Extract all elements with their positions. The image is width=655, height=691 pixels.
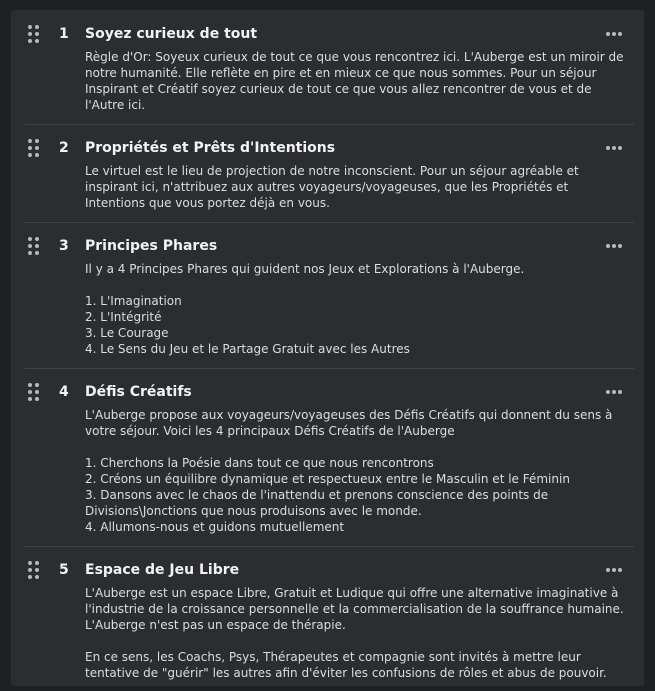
rule-description: L'Auberge propose aux voyageurs/voyageuses des Défis Créatifs qui donnent du sens à votre séjour. Voici les 4 principaux Défis Créatifs de l'Auberge 1. Cherchons la Poésie dans tout ce que nous rencontrons 2. Créons un équilibre dynamique et respectueux entre le Masculin et le Féminin 3. Dansons avec le chaos de l'inattendu et prenons conscience des points de Divisions\Jonctions que nous produisons avec le monde. 4. Allumons-nous et guidons mutuellement [85, 408, 613, 534]
rule-number: 2 [59, 140, 69, 156]
rule-item-1 [25, 10, 634, 125]
rule-description: L'Auberge est un espace Libre, Gratuit et Ludique qui offre une alternative imaginative à l'industrie de la croissance personnelle et la commercialisation de la souffrance humaine. L'Auberge n'est pas un espace de thérapie. En ce sens, les Coachs, Psys, Thérapeutes et compagnie sont invités à mettre leur tentative de "guérir" les autres afin d'éviter les confusions de rôles et abus de pouvoir. [85, 586, 624, 680]
rule-title: Soyez curieux de tout [85, 26, 258, 42]
rule-item-2 [25, 125, 634, 223]
rule-description: Le virtuel est le lieu de projection de notre inconscient. Pour un séjour agréable et inspirant ici, n'attribuez aux autres voyageurs/voyageuses, que les Propriétés et Intentions que vous portez déjà en vous. [85, 164, 579, 210]
rule-description: Règle d'Or: Soyeux curieux de tout ce que vous rencontrez ici. L'Auberge est un miroir de notre humanité. Elle reflète en pire et en mieux ce que nous sommes. Pour un séjour Inspirant et Créatif soyez curieux de tout ce que vous allez rencontrer de vous et de l'Autre ici. [85, 50, 624, 112]
more-options-icon[interactable] [606, 234, 626, 258]
drag-handle-icon[interactable] [28, 383, 40, 401]
rule-item-5 [25, 547, 634, 686]
rule-item-4 [25, 369, 634, 547]
rule-number: 3 [59, 238, 69, 254]
more-options-icon[interactable] [606, 136, 626, 160]
more-options-icon[interactable] [606, 558, 626, 582]
more-options-icon[interactable] [606, 380, 626, 404]
rule-number: 1 [59, 26, 69, 42]
rules-panel [11, 10, 644, 686]
drag-handle-icon[interactable] [28, 561, 40, 579]
drag-handle-icon[interactable] [28, 237, 40, 255]
rule-number: 4 [59, 384, 69, 400]
rule-item-3 [25, 223, 634, 369]
rule-title: Défis Créatifs [85, 384, 192, 400]
rule-title: Espace de Jeu Libre [85, 562, 240, 578]
drag-handle-icon[interactable] [28, 25, 40, 43]
drag-handle-icon[interactable] [28, 139, 40, 157]
rule-description: Il y a 4 Principes Phares qui guident nos Jeux et Explorations à l'Auberge. 1. L'Imagination 2. L'Intégrité 3. Le Courage 4. Le Sens du Jeu et le Partage Gratuit avec les Autres [85, 262, 525, 356]
more-options-icon[interactable] [606, 22, 626, 46]
rule-title: Principes Phares [85, 238, 218, 254]
rule-title: Propriétés et Prêts d'Intentions [85, 140, 336, 156]
rule-number: 5 [59, 562, 69, 578]
